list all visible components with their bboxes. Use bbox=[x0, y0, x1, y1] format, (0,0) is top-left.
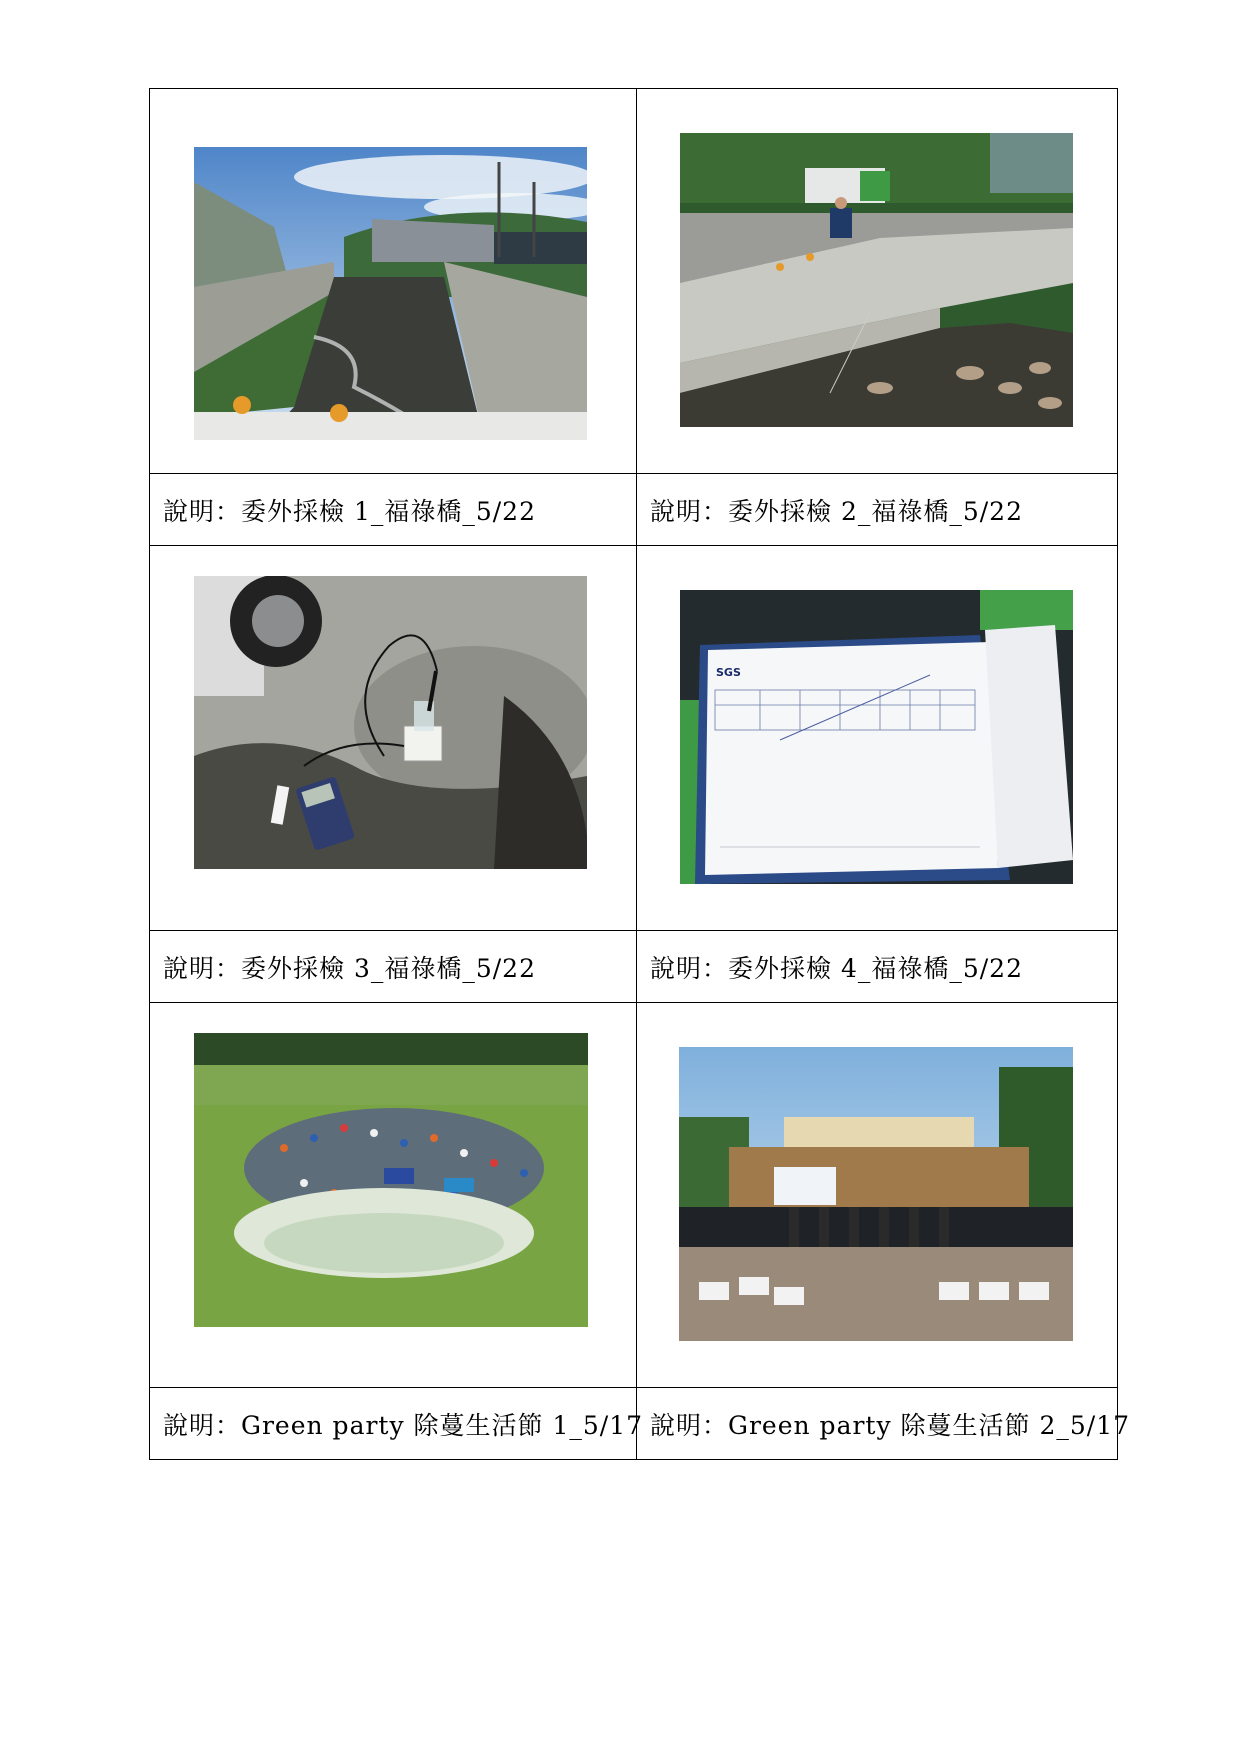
photo-row-3 bbox=[150, 1003, 1118, 1388]
caption-4: 說明：委外採檢 4_福祿橋_5/22 bbox=[637, 931, 1118, 1003]
photo-cell-6 bbox=[637, 1003, 1118, 1388]
photo-row-2 bbox=[150, 546, 1118, 931]
caption-2: 說明：委外採檢 2_福祿橋_5/22 bbox=[637, 474, 1118, 546]
photo-cell-1 bbox=[150, 89, 637, 474]
sgs-record-sheet-photo bbox=[680, 590, 1073, 884]
sgs-logo-text: SGS bbox=[716, 666, 741, 679]
stage-event-photo bbox=[679, 1047, 1073, 1341]
photo-cell-2 bbox=[637, 89, 1118, 474]
caption-6: 說明：Green party 除蔓生活節 2_5/17 bbox=[637, 1388, 1118, 1460]
photo-record-table bbox=[149, 88, 1131, 1460]
photo-row-1 bbox=[150, 89, 1118, 474]
river-channel-photo bbox=[194, 147, 587, 440]
caption-row-1 bbox=[150, 474, 1118, 546]
caption-5: 說明：Green party 除蔓生活節 1_5/17 bbox=[150, 1388, 637, 1460]
bridge-sampling-photo bbox=[680, 133, 1073, 427]
caption-row-3 bbox=[150, 1388, 1118, 1460]
photo-cell-4 bbox=[637, 546, 1118, 931]
caption-1: 說明：委外採檢 1_福祿橋_5/22 bbox=[150, 474, 637, 546]
photo-cell-3 bbox=[150, 546, 637, 931]
water-meter-photo bbox=[194, 576, 587, 869]
caption-row-2 bbox=[150, 931, 1118, 1003]
caption-3: 說明：委外採檢 3_福祿橋_5/22 bbox=[150, 931, 637, 1003]
photo-cell-5 bbox=[150, 1003, 637, 1388]
group-aerial-photo bbox=[194, 1033, 588, 1327]
